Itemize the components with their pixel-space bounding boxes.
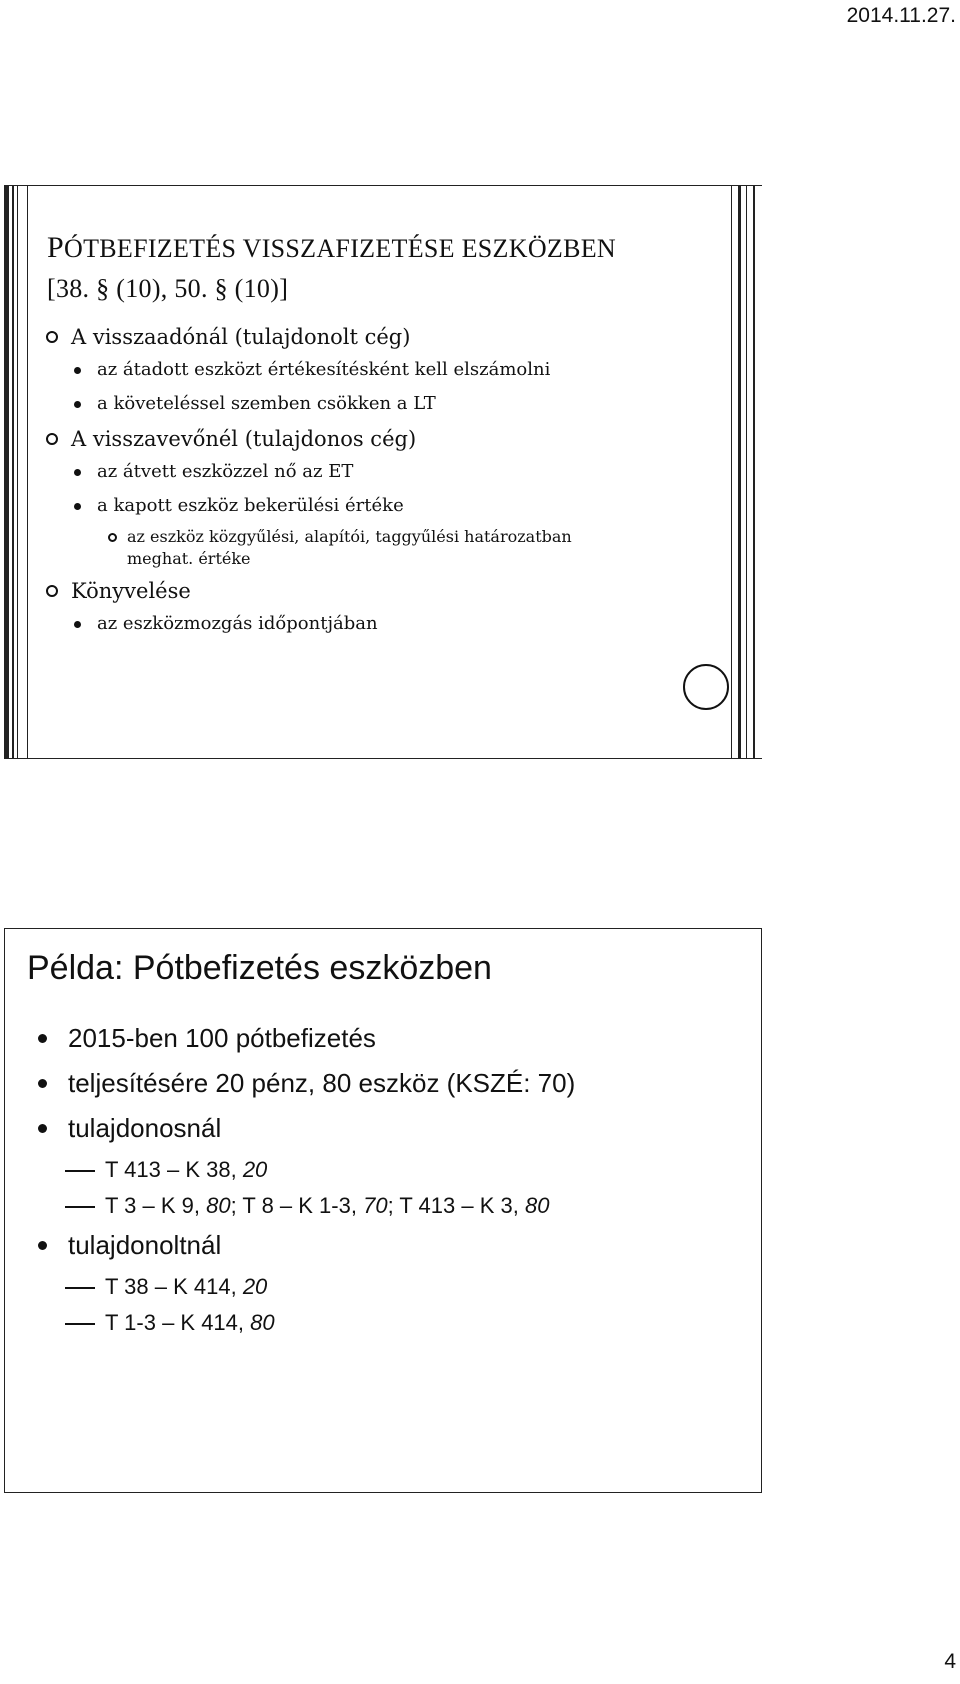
entry-text: ; T 413 – K 3, (387, 1193, 525, 1218)
dash-bullet-icon (65, 1170, 95, 1172)
list-item (27, 1111, 747, 1145)
slide-1 (4, 185, 762, 759)
list-item (45, 390, 725, 417)
dot-bullet-icon (38, 1241, 47, 1250)
item-text: A visszavevőnél (tulajdonos cég) (71, 427, 417, 451)
list-item (45, 610, 725, 637)
entry-text: T 1-3 – K 414, (105, 1310, 251, 1335)
list-item (27, 1228, 747, 1262)
list-item (45, 322, 725, 352)
slide-2 (4, 928, 762, 1493)
entry-text: ; T 8 – K 1-3, (230, 1193, 364, 1218)
dot-bullet-icon (74, 621, 81, 628)
item-text: az átadott eszközt értékesítésként kell elszámolni (97, 359, 551, 380)
dot-bullet-icon (38, 1124, 47, 1133)
dot-bullet-icon (38, 1034, 47, 1043)
dash-bullet-icon (65, 1287, 95, 1289)
item-text: Könyvelése (71, 579, 191, 603)
list-item (27, 1066, 747, 1100)
list-item (45, 492, 725, 519)
title-line-2: [38. § (10), 50. § (10)] (47, 274, 289, 303)
item-text: az eszközmozgás időpontjában (97, 613, 378, 634)
ring-bullet-icon (46, 585, 58, 597)
ring-bullet-icon (46, 331, 58, 343)
item-text: az átvett eszközzel nő az ET (97, 461, 354, 482)
slide-2-body (27, 1021, 747, 1345)
dot-bullet-icon (74, 503, 81, 510)
page-date: 2014.11.27. (846, 4, 956, 27)
dot-bullet-icon (74, 401, 81, 408)
journal-entry (27, 1273, 747, 1301)
list-item (45, 356, 725, 383)
circle-decoration-icon (683, 664, 729, 710)
item-text: 2015-ben 100 pótbefizetés (68, 1023, 376, 1053)
ring-bullet-icon (46, 433, 58, 445)
entry-amount: 20 (242, 1157, 268, 1182)
slide-2-title: Példa: Pótbefizetés eszközben (27, 949, 492, 987)
slide-right-decoration (731, 186, 762, 758)
entry-amount: 80 (250, 1310, 275, 1335)
item-text: tulajdonosnál (68, 1113, 222, 1143)
item-text: A visszaadónál (tulajdonolt cég) (71, 325, 411, 349)
title-initial: P (47, 231, 64, 264)
slide-1-title (47, 228, 717, 309)
item-text: tulajdonoltnál (68, 1230, 222, 1260)
item-text: az eszköz közgyűlési, alapítói, taggyűlési határozatban meghat. értéke (127, 527, 572, 568)
entry-text: T 413 – K 38, (105, 1157, 243, 1182)
item-text: a követeléssel szemben csökken a LT (97, 393, 436, 414)
title-line-1: ÓTBEFIZETÉS VISSZAFIZETÉSE ESZKÖZBEN (64, 234, 616, 263)
dot-bullet-icon (74, 469, 81, 476)
dot-bullet-icon (38, 1079, 47, 1088)
slide-1-body (45, 322, 725, 644)
slide-left-decoration (5, 186, 28, 758)
list-item (45, 526, 627, 570)
journal-entry (27, 1156, 747, 1184)
journal-entry (27, 1192, 747, 1220)
entry-text: T 38 – K 414, (105, 1274, 243, 1299)
page-number: 4 (944, 1650, 956, 1673)
dash-bullet-icon (65, 1206, 95, 1208)
item-text: teljesítésére 20 pénz, 80 eszköz (KSZÉ: 70) (68, 1068, 576, 1098)
entry-amount: 80 (524, 1193, 550, 1218)
list-item (45, 576, 725, 606)
entry-amount: 70 (363, 1193, 388, 1218)
entry-text: T 3 – K 9, (105, 1193, 207, 1218)
dot-bullet-icon (74, 367, 81, 374)
list-item (45, 458, 725, 485)
entry-amount: 80 (206, 1193, 231, 1218)
list-item (45, 424, 725, 454)
journal-entry (27, 1309, 747, 1337)
dash-bullet-icon (65, 1323, 95, 1325)
list-item (27, 1021, 747, 1055)
ring-bullet-icon (108, 533, 117, 542)
item-text: a kapott eszköz bekerülési értéke (97, 495, 404, 516)
entry-amount: 20 (242, 1274, 268, 1299)
